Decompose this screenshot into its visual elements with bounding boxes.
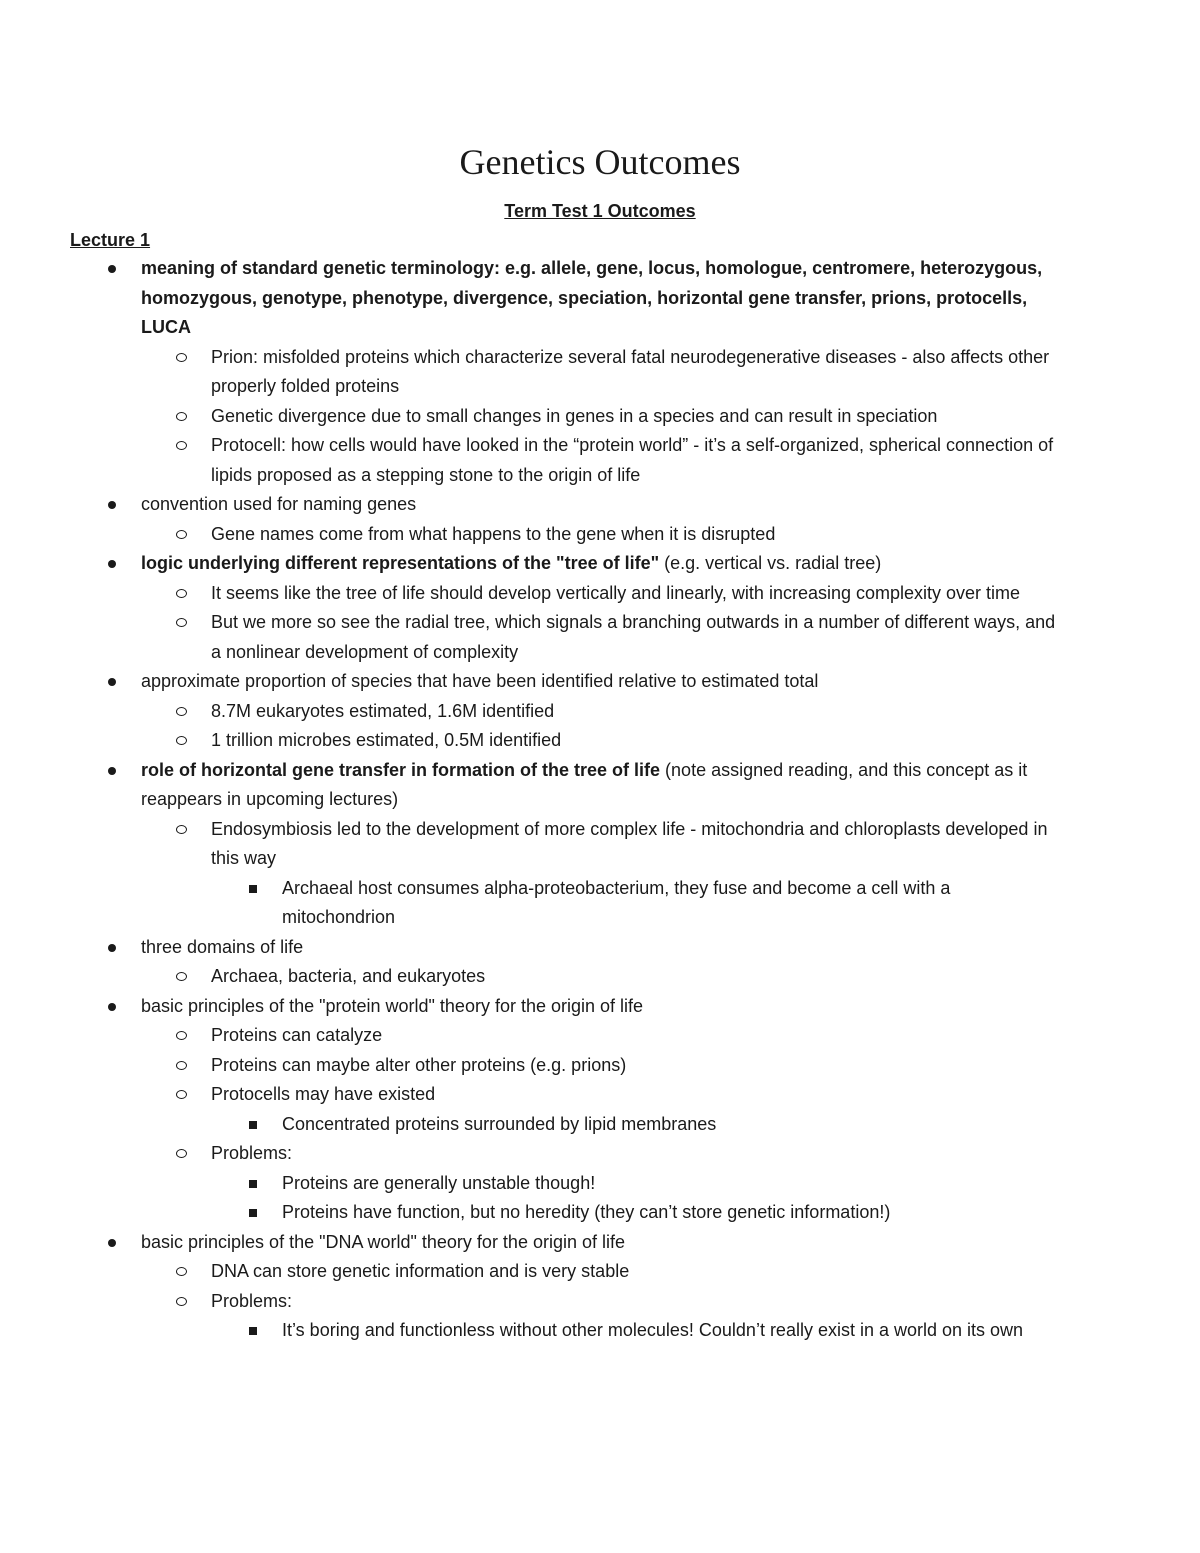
list-item-bold-text: meaning of standard genetic terminology: e.g. allele, gene, locus, homologue, centromere, heterozygous, homozygous, genotype, phenotype, divergence, speciation, horizontal gene transfer, prions, protocells, LUCA bbox=[141, 258, 1043, 337]
list-item bbox=[0, 1080, 1061, 1110]
bullet-circle-icon bbox=[176, 412, 187, 421]
list-item bbox=[0, 520, 1061, 550]
bullet-disc-icon bbox=[108, 1003, 116, 1011]
bullet-circle-icon bbox=[176, 1031, 187, 1040]
bullet-circle-icon bbox=[176, 441, 187, 450]
bullet-disc-icon bbox=[108, 501, 116, 509]
list-item-text: Prion: misfolded proteins which characterize several fatal neurodegenerative diseases - also affects other properly folded proteins bbox=[211, 346, 1050, 396]
outline-list bbox=[0, 254, 1200, 1346]
list-item bbox=[0, 1316, 1062, 1346]
list-item-text: Archaeal host consumes alpha-proteobacterium, they fuse and become a cell with a mitochondrion bbox=[282, 877, 951, 927]
bullet-circle-icon bbox=[176, 972, 187, 981]
list-item bbox=[0, 343, 1061, 402]
list-item-text: Genetic divergence due to small changes in genes in a species and can result in speciation bbox=[211, 405, 938, 426]
list-item-bold-text: logic underlying different representations of the "tree of life" bbox=[141, 553, 660, 573]
list-item-text: Problems: bbox=[211, 1143, 293, 1163]
list-item bbox=[0, 1169, 1062, 1199]
list-item-text: (e.g. vertical vs. radial tree) bbox=[659, 553, 882, 573]
list-item bbox=[0, 254, 1061, 343]
list-item bbox=[0, 962, 1061, 992]
bullet-circle-icon bbox=[176, 530, 187, 539]
list-item bbox=[0, 1198, 1062, 1228]
bullet-square-icon bbox=[249, 1180, 257, 1188]
list-item-text: Problems: bbox=[211, 1290, 293, 1311]
bullet-square-icon bbox=[249, 885, 257, 893]
page-title: Genetics Outcomes bbox=[459, 142, 741, 182]
list-item bbox=[0, 1139, 1061, 1169]
bullet-disc-icon bbox=[108, 944, 116, 952]
list-item bbox=[0, 608, 1061, 667]
list-item bbox=[0, 431, 1061, 490]
list-item bbox=[0, 490, 1061, 520]
bullet-circle-icon bbox=[176, 1149, 187, 1158]
list-item-text: Archaea, bacteria, and eukaryotes bbox=[211, 966, 486, 986]
section-heading: Lecture 1 bbox=[70, 230, 151, 250]
list-item-text: Protocells may have existed bbox=[211, 1084, 436, 1104]
bullet-circle-icon bbox=[176, 618, 187, 627]
list-item-text: three domains of life bbox=[141, 936, 304, 957]
list-item-text: Proteins can catalyze bbox=[211, 1025, 383, 1045]
list-item bbox=[0, 697, 1061, 727]
list-item-text: convention used for naming genes bbox=[141, 494, 417, 514]
list-item bbox=[0, 1051, 1061, 1081]
bullet-circle-icon bbox=[176, 353, 187, 362]
list-item bbox=[0, 992, 1061, 1022]
list-item bbox=[0, 933, 1061, 963]
list-item-text: Proteins are generally unstable though! bbox=[282, 1172, 596, 1193]
list-item bbox=[0, 726, 1061, 756]
list-item bbox=[0, 815, 1061, 874]
list-item bbox=[0, 402, 1061, 432]
list-item-text: It’s boring and functionless without other molecules! Couldn’t really exist in a world on its own bbox=[282, 1320, 1024, 1340]
list-item bbox=[0, 1021, 1061, 1051]
bullet-square-icon bbox=[249, 1327, 257, 1335]
list-item-text: Proteins have function, but no heredity (they can’t store genetic information!) bbox=[282, 1202, 891, 1222]
bullet-circle-icon bbox=[176, 1061, 187, 1070]
bullet-circle-icon bbox=[176, 736, 187, 745]
bullet-circle-icon bbox=[176, 825, 187, 834]
bullet-disc-icon bbox=[108, 767, 116, 775]
list-item bbox=[0, 1228, 1061, 1258]
list-item-text: Gene names come from what happens to the gene when it is disrupted bbox=[211, 523, 776, 544]
list-item-text: Endosymbiosis led to the development of more complex life - mitochondria and chloroplasts developed in this way bbox=[211, 818, 1048, 868]
bullet-disc-icon bbox=[108, 265, 116, 273]
list-item bbox=[0, 1287, 1061, 1317]
list-item bbox=[0, 1110, 1062, 1140]
bullet-disc-icon bbox=[108, 560, 116, 568]
bullet-disc-icon bbox=[108, 678, 116, 686]
list-item-text: Concentrated proteins surrounded by lipid membranes bbox=[282, 1113, 717, 1134]
bullet-circle-icon bbox=[176, 589, 187, 598]
list-item bbox=[0, 1257, 1061, 1287]
list-item bbox=[0, 667, 1061, 697]
list-item bbox=[0, 874, 1062, 933]
list-item-text: basic principles of the "DNA world" theory for the origin of life bbox=[141, 1231, 626, 1252]
list-item-text: 1 trillion microbes estimated, 0.5M identified bbox=[211, 730, 562, 750]
list-item-text: (note assigned reading, and this concept as it reappears in upcoming lectures) bbox=[141, 759, 1028, 809]
list-item-text: basic principles of the "protein world" theory for the origin of life bbox=[141, 995, 644, 1016]
list-item-text: Proteins can maybe alter other proteins (e.g. prions) bbox=[211, 1054, 627, 1075]
list-item-text: It seems like the tree of life should develop vertically and linearly, with increasing complexity over time bbox=[211, 582, 1021, 603]
list-item-text: DNA can store genetic information and is very stable bbox=[211, 1261, 630, 1281]
bullet-disc-icon bbox=[108, 1239, 116, 1247]
list-item-bold-text: role of horizontal gene transfer in formation of the tree of life bbox=[141, 759, 661, 780]
list-item-text: But we more so see the radial tree, which signals a branching outwards in a number of different ways, and a nonlinear development of complexity bbox=[211, 612, 1056, 662]
bullet-circle-icon bbox=[176, 707, 187, 716]
list-item bbox=[0, 756, 1061, 815]
bullet-circle-icon bbox=[176, 1297, 187, 1306]
list-item bbox=[0, 549, 1061, 579]
list-item-text: 8.7M eukaryotes estimated, 1.6M identified bbox=[211, 700, 555, 721]
list-item-text: Protocell: how cells would have looked in the “protein world” - it’s a self-organized, spherical connection of lipids proposed as a stepping stone to the origin of life bbox=[211, 435, 1054, 485]
bullet-circle-icon bbox=[176, 1267, 187, 1276]
bullet-circle-icon bbox=[176, 1090, 187, 1099]
document-subtitle: Term Test 1 Outcomes bbox=[504, 201, 696, 221]
bullet-square-icon bbox=[249, 1121, 257, 1129]
bullet-square-icon bbox=[249, 1209, 257, 1217]
list-item bbox=[0, 579, 1061, 609]
list-item-text: approximate proportion of species that have been identified relative to estimated total bbox=[141, 671, 819, 691]
